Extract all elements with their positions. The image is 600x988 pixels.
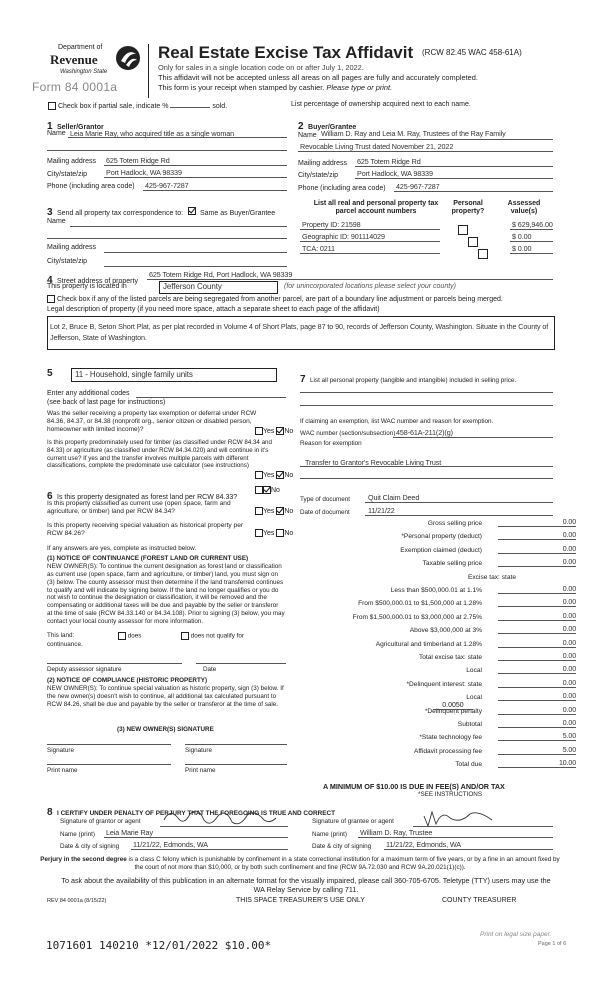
fee-label: Above $3,000,000 at 3% (409, 627, 482, 635)
legal-size-note: Print on legal size paper. (480, 931, 552, 938)
grantor-signature (160, 806, 280, 830)
partial-percent-field[interactable] (170, 107, 210, 108)
exemption-answer (255, 427, 293, 436)
legal-description-value: Lot 2, Bruce B, Seton Short Plat, as per plat recorded in Volume 4 of Short Plats, page 87 to 90, records of Jefferson County, Washington. Situate in the County of Jefferson, State of Washington. (50, 322, 549, 343)
fee-label: Gross selling price (427, 520, 482, 527)
fee-label: Local (466, 694, 482, 702)
historic-text: NEW OWNER(S): To continue special valuation as historic property, sign (3) below. If the new owner(s) doesn't wish to continue, all additional tax calculated pursuant to RCW 84.26, shall be due and payable by the seller or transferor at the time of sale. (47, 685, 284, 708)
land-use-value: 11 - Household, single family units (75, 370, 193, 379)
buyer-city-value[interactable]: Port Hadlock, WA 98339 (357, 169, 433, 178)
buyer-name-label: Name (298, 132, 317, 139)
signature-label-2: Signature (185, 747, 212, 754)
grantee-name-value[interactable]: William D. Ray, Trustee (360, 828, 433, 837)
grantor-name-value[interactable]: Leia Marie Ray (106, 828, 153, 837)
grantor-signature-label: Signature of grantor or agent (60, 818, 141, 825)
forest-no-checkbox[interactable] (263, 486, 271, 494)
personal-property-row (300, 369, 555, 387)
continuance-text: NEW OWNER(S): To continue the current designation as forest land or classification as current use (open space, farm and agriculture, or timber) land, you must sign on (3) below. The county assessor must then determine if the land transferred continues to qualify and will indicate by signing below. If the land no longer qualifies or you do not wish to continue the designation or classification, it will be removed and the compensating or additional taxes will be due and payable by the seller or transferor at the time of sale (RCW 84.33.140 or 84.34.108). Prior to signing (3) below, you may contact your local county assessor for more information. (47, 563, 285, 626)
located-in-label: This property is located in (47, 283, 127, 290)
fee-label: Total due (455, 761, 482, 769)
personal-property-text: List all personal property (tangible and intangible) included in selling price. (310, 377, 517, 384)
personal-property-line-1[interactable] (300, 392, 553, 393)
buyer-name-value-1[interactable]: William D. Ray and Leia M. Ray, Trustees of the Ray Family (321, 129, 506, 138)
forest-yes-checkbox[interactable] (255, 486, 263, 494)
timber-yes-label: Yes (263, 471, 275, 479)
seller-city-label: City/state/zip (47, 171, 88, 178)
buyer-mailing-line (355, 166, 553, 167)
wac-value[interactable]: 458-61A-211(2)(g) (396, 428, 453, 437)
exemption-question: Was the seller receiving a property tax exemption or deferral under RCW 84.36, 84.37, or 84.38 (nonprofit org., senior citizen or disabled person, homeowner with limited income)? (47, 410, 257, 434)
buyer-phone-line (394, 191, 553, 192)
correspondence-city-label: City/state/zip (47, 258, 88, 265)
fee-value[interactable]: 10.00 (498, 760, 576, 768)
exemption-no-label: No (284, 427, 294, 435)
doc-type-label: Type of document (300, 496, 351, 503)
fee-row (332, 734, 578, 747)
wac-line (393, 437, 553, 438)
fee-value[interactable]: 0.00 (498, 599, 576, 607)
header-line-3-text: This form is your receipt when stamped by cashier. (158, 83, 325, 92)
perjury-text: is a class C felony which is punishable by confinement in a state correctional institution for a maximum term of five years, or by a fine in an amount fixed by the court of not more than $10,000, or by both such confinement and fine (RCW 9A.72.030 and RCW 9A.20.021(1)(c)). (128, 856, 560, 871)
new-owner-signature-heading: (3) NEW OWNER(S) SIGNATURE (117, 726, 214, 733)
perjury-bold: Perjury in the second degree (40, 856, 127, 863)
personal-property-checkbox[interactable] (468, 237, 478, 247)
correspondence-name-line[interactable] (70, 226, 287, 227)
county-select-value: Jefferson County (163, 282, 222, 291)
partial-sale-label: Check box if partial sale, indicate % (57, 102, 169, 110)
grantee-signature (420, 806, 500, 830)
buyer-city-label: City/state/zip (298, 172, 339, 179)
fee-value[interactable]: 0.00 (498, 613, 576, 621)
county-note: (for unincorporated locations please select your county) (284, 283, 456, 290)
doc-date-value[interactable]: 11/21/22 (368, 506, 395, 515)
partial-sale-checkbox[interactable] (48, 102, 56, 110)
street-address-label: Street address of property (57, 278, 138, 285)
assessed-value-line (510, 241, 553, 242)
correspondence-name-line-2 (47, 238, 287, 239)
fee-row (332, 574, 578, 587)
assessed-value[interactable]: $ 629,946.00 (512, 220, 553, 229)
reason-line-2 (300, 478, 553, 479)
forest-answer (255, 486, 280, 495)
fee-label: Less than $500,000.01 at 1.1% (390, 587, 482, 594)
buyer-section-number: 2 (298, 121, 304, 132)
page-title: Real Estate Excise Tax Affidavit (158, 43, 414, 62)
fee-row (332, 560, 578, 573)
fee-label: Exemption claimed (deduct) (400, 546, 482, 554)
fee-label: Affidavit processing fee (413, 747, 482, 755)
print-name-label-2: Print name (185, 767, 216, 774)
certify-text: I CERTIFY UNDER PENALTY OF PERJURY THAT THE FOREGOING IS TRUE AND CORRECT (57, 810, 336, 817)
fee-value[interactable]: 0.00 (498, 666, 576, 674)
header-divider (148, 44, 149, 98)
exemption-no-checkbox[interactable] (276, 427, 284, 435)
ownership-note: List percentage of ownership acquired next to each name. (291, 101, 471, 108)
fee-value[interactable]: 0.00 (498, 693, 576, 701)
parcel-number[interactable]: Property ID: 21598 (302, 220, 361, 229)
forest-no-label: No (271, 486, 280, 494)
dept-of-text: Department of (58, 44, 103, 51)
fee-row (332, 547, 578, 560)
same-as-buyer-label: Same as Buyer/Grantee (200, 210, 276, 217)
current-use-question: Is this property classified as current use (open space, farm and agriculture, or timber) land per RCW 84.34? (47, 500, 231, 516)
fee-value[interactable]: 0.00 (498, 720, 576, 728)
fee-value[interactable]: 0.00 (498, 640, 576, 648)
fee-label: Taxable selling price (422, 560, 482, 568)
legal-description-label: Legal description of property (if you need more space, attach a separate sheet to each page of the affidavit) (47, 306, 380, 313)
property-section-number: 4 (47, 275, 53, 286)
header-line-3-emphasis: Please type or print. (326, 83, 393, 92)
deputy-date-line[interactable] (196, 663, 286, 664)
seller-city-value[interactable]: Port Hadlock, WA 98339 (106, 168, 182, 177)
current-use-answer (255, 507, 293, 516)
fee-label: *State technology fee (419, 734, 482, 742)
correspondence-row (47, 202, 275, 220)
fee-row (332, 667, 578, 680)
fee-row (332, 533, 578, 546)
historic-yes-label: Yes (263, 529, 275, 537)
new-owner-signature-line-2[interactable] (185, 744, 287, 745)
does-not-option (181, 632, 244, 641)
see-instructions-note: *SEE INSTRUCTIONS (418, 791, 483, 798)
seller-mailing-line (104, 165, 287, 166)
perjury-notice (40, 856, 560, 872)
exemption-claim-note: If claiming an exemption, list WAC number and reason for exemption. (300, 418, 494, 425)
grantee-signature-label: Signature of grantee or agent (312, 818, 394, 825)
current-use-yes-label: Yes (263, 507, 275, 515)
this-land-row (47, 632, 74, 640)
current-use-no-checkbox[interactable] (276, 507, 284, 515)
revision-label: REV 84 0001a (8/15/22) (47, 898, 107, 904)
print-name-line-1[interactable] (47, 764, 171, 765)
deputy-date-label: Date (203, 666, 217, 673)
fee-row (332, 721, 578, 734)
grantee-name-line (358, 837, 553, 838)
treasurer-use-label: THIS SPACE TREASURER'S USE ONLY (236, 897, 365, 904)
see-back-note: (see back of last page for instructions) (47, 399, 166, 406)
does-not-label: does not qualify for (190, 632, 244, 640)
grantor-date-value[interactable]: 11/21/22, Edmonds, WA (133, 840, 209, 849)
parcel-number[interactable]: Geographic ID: 901114029 (302, 232, 385, 241)
section-6-number: 6 (47, 491, 53, 502)
print-name-label-1: Print name (47, 767, 78, 774)
seller-name-label: Name (47, 130, 66, 137)
fee-row (332, 641, 578, 654)
print-name-line-2[interactable] (185, 764, 287, 765)
assessed-value[interactable]: $ 0.00 (512, 244, 532, 253)
fee-row (332, 654, 578, 667)
land-use-section-number: 5 (47, 368, 53, 379)
county-treasurer-label: COUNTY TREASURER (442, 897, 517, 904)
partial-sold-text: sold. (212, 102, 228, 110)
doc-type-value[interactable]: Quit Claim Deed (368, 493, 420, 502)
wac-label: WAC number (section/subsection) (300, 430, 396, 437)
reason-value[interactable]: Transfer to Grantor's Revocable Living Trust (305, 458, 442, 467)
recording-stamp: 1071601 140210 *12/01/2022 $10.00* (46, 939, 272, 952)
assessed-value[interactable]: $ 0.00 (512, 232, 532, 241)
section-8-number: 8 (47, 807, 53, 818)
grantee-date-line (384, 849, 553, 850)
fee-label: Agricultural and timberland at 1.28% (375, 640, 482, 648)
local-rate-value[interactable]: 0.0050 (433, 702, 473, 710)
correspondence-section-number: 3 (47, 207, 53, 218)
current-use-no-label: No (284, 507, 294, 515)
fee-value[interactable]: 0.00 (498, 707, 576, 715)
fee-value[interactable]: 0.00 (498, 680, 576, 688)
personal-property-checkbox[interactable] (458, 225, 468, 235)
timber-no-label: No (284, 471, 294, 479)
reason-label: Reason for exemption (300, 440, 362, 447)
does-not-checkbox[interactable] (181, 632, 189, 640)
assessed-value-line (510, 253, 553, 254)
fee-value[interactable]: 0.00 (498, 586, 576, 594)
reason-line-1 (300, 466, 553, 467)
historic-heading: (2) NOTICE OF COMPLIANCE (HISTORIC PROPERTY) (47, 677, 208, 684)
does-label: does (127, 632, 142, 640)
buyer-phone-value[interactable]: 425-967-7287 (396, 182, 440, 191)
availability-notice: To ask about the availability of this publication in an alternate format for the visually impaired, please call 360-705-6705. Teletype (TTY) users may use the WA Relay Service by calling 711. (61, 876, 551, 894)
exemption-yes-label: Yes (263, 427, 275, 435)
grantor-date-label: Date & city of signing (60, 843, 120, 850)
revenue-wordmark: Revenue (50, 52, 98, 67)
land-use-select[interactable] (71, 368, 277, 382)
grantor-name-label: Name (print) (60, 831, 95, 838)
same-as-buyer-checkbox[interactable] (188, 207, 196, 215)
fee-row (332, 748, 578, 761)
new-owner-signature-line-1[interactable] (47, 744, 171, 745)
historic-yes-checkbox[interactable] (255, 529, 263, 537)
timber-question: Is this property predominately used for timber (as classified under RCW 84.34 and 84.33) or agriculture (as classified under RCW 84.34.020) and will continue in it's current use? If yes and the transfer involves multiple parcels with different classifications, complete the predominate use calculator (see instructions) (47, 439, 272, 470)
assessed-value-line (510, 229, 553, 230)
does-option (118, 632, 141, 641)
seller-section-number: 1 (47, 121, 53, 132)
fee-row (332, 520, 578, 533)
buyer-phone-label: Phone (including area code) (298, 185, 386, 192)
fee-value[interactable]: 5.00 (498, 747, 576, 755)
timber-no-checkbox[interactable] (276, 471, 284, 479)
historic-question: Is this property receiving special valuation as historical property per RCW 84.26? (47, 522, 244, 538)
fee-value[interactable]: 0.00 (498, 559, 576, 567)
continuance-label: continuance. (47, 641, 83, 648)
buyer-name-line (319, 139, 553, 140)
personal-property-col-header: Personal property? (451, 200, 485, 216)
street-address-line (147, 279, 553, 280)
this-land-label: This land: (47, 632, 75, 639)
fee-row (332, 614, 578, 627)
exemption-yes-checkbox[interactable] (255, 427, 263, 435)
fee-value[interactable]: 5.00 (498, 733, 576, 741)
legal-description-box[interactable] (47, 316, 555, 350)
fee-value[interactable]: 0.00 (498, 546, 576, 554)
seller-name-line-2 (47, 150, 287, 151)
grantee-date-value[interactable]: 11/21/22, Edmonds, WA (386, 840, 462, 849)
street-address-value[interactable]: 625 Totem Ridge Rd, Port Hadlock, WA 98339 (149, 270, 293, 279)
segregated-row (47, 295, 503, 304)
signature-label-1: Signature (47, 747, 74, 754)
additional-codes-line[interactable] (136, 397, 286, 398)
buyer-heading-text: Buyer/Grantee (308, 124, 357, 131)
revenue-logo (30, 44, 142, 100)
seller-mailing-value[interactable]: 625 Totem Ridge Rd (106, 156, 170, 165)
fee-value[interactable]: 0.00 (498, 626, 576, 634)
fee-row (332, 761, 578, 774)
rcw-reference: (RCW 82.45 WAC 458-61A) (422, 48, 522, 57)
forest-question-text: Is this property designated as forest land per RCW 84.33? (57, 494, 238, 501)
fee-value[interactable]: 0.00 (498, 532, 576, 540)
continuance-heading: (1) NOTICE OF CONTINUANCE (FOREST LAND OR CURRENT USE) (47, 555, 249, 562)
buyer-mailing-label: Mailing address (298, 160, 348, 167)
header-line-1: Only for sales in a single location code on or after July 1, 2022. (158, 63, 364, 72)
seller-name-line (68, 137, 287, 138)
historic-no-checkbox[interactable] (276, 529, 284, 537)
page-number: Page 1 of 6 (538, 941, 567, 947)
fee-label: From $500,000.01 to $1,500,000 at 1.28% (358, 600, 482, 608)
fee-label: *Delinquent interest: state (406, 680, 482, 688)
deputy-signature-line[interactable] (47, 663, 182, 664)
timber-answer (255, 471, 293, 480)
grantee-date-label: Date & city of signing (312, 843, 372, 850)
fee-value[interactable]: 0.00 (498, 653, 576, 661)
parcel-line (300, 229, 440, 230)
doc-date-label: Date of document (300, 509, 350, 516)
revenue-swirl-icon (114, 44, 142, 72)
seller-phone-label: Phone (including area code) (47, 183, 135, 190)
fee-label: Total excise tax: state (418, 654, 482, 661)
buyer-mailing-value[interactable]: 625 Totem Ridge Rd (357, 157, 421, 166)
doc-type-line (365, 502, 553, 503)
header-line-2: This affidavit will not be accepted unless all areas on all pages are fully and accurately completed. (158, 73, 478, 82)
historic-answer (255, 529, 293, 538)
parcel-col-header: List all real and personal property tax parcel account numbers (313, 200, 439, 216)
form-number: Form 84 0001a (32, 80, 118, 94)
timber-yes-checkbox[interactable] (255, 471, 263, 479)
fee-label: Subtotal (457, 721, 482, 728)
grantor-date-line (131, 849, 288, 850)
correspondence-text: Send all property tax correspondence to: (57, 210, 184, 217)
seller-city-line (104, 177, 287, 178)
seller-mailing-label: Mailing address (47, 158, 97, 165)
personal-property-checkbox[interactable] (478, 249, 488, 259)
correspondence-mailing-label: Mailing address (47, 244, 97, 251)
buyer-name-value-2[interactable]: Revocable Living Trust dated November 21, 2022 (300, 142, 454, 151)
correspondence-name-label: Name (47, 218, 66, 225)
section-7-number: 7 (300, 374, 306, 385)
fee-row (332, 627, 578, 640)
additional-codes-label: Enter any additional codes (47, 390, 130, 397)
fee-label: *Delinquent penalty (424, 707, 482, 715)
fee-row (332, 587, 578, 600)
grantee-name-label: Name (print) (312, 831, 347, 838)
fee-value[interactable]: 0.00 (498, 519, 576, 527)
if-yes-note: If any answers are yes, complete as instructed below. (47, 545, 197, 552)
washington-state-text: Washington State (60, 69, 108, 75)
deputy-signature-label: Deputy assessor signature (47, 666, 122, 673)
partial-sale-row (48, 102, 227, 111)
fee-label: Excise tax: state (467, 573, 516, 581)
fee-label: From $1,500,000.01 to $3,000,000 at 2.75% (352, 613, 482, 621)
parcel-line (300, 253, 440, 254)
buyer-city-line (355, 178, 553, 179)
seller-heading-text: Seller/Grantor (57, 124, 104, 131)
correspondence-mailing-line[interactable] (104, 252, 287, 253)
doc-date-line (365, 515, 553, 516)
current-use-yes-checkbox[interactable] (255, 507, 263, 515)
personal-property-line-2[interactable] (300, 405, 553, 406)
does-checkbox[interactable] (118, 632, 126, 640)
seller-phone-line (143, 190, 287, 191)
assessed-value-col-header: Assessed value(s) (507, 200, 541, 216)
minimum-due-note: A MINIMUM OF $10.00 IS DUE IN FEE(S) AND/OR TAX (323, 782, 505, 791)
parcel-line (300, 241, 440, 242)
correspondence-city-line[interactable] (104, 266, 287, 267)
seller-name-value[interactable]: Leia Marie Ray, who acquired title as a single woman (70, 129, 235, 138)
historic-no-label: No (284, 529, 294, 537)
header-line-3 (158, 83, 392, 92)
parcel-number[interactable]: TCA: 0211 (302, 244, 335, 253)
county-select[interactable] (159, 281, 278, 294)
buyer-name-line-2 (298, 151, 553, 152)
segregated-checkbox[interactable] (47, 295, 55, 303)
fee-row (332, 681, 578, 694)
fee-row (332, 600, 578, 613)
fee-label: *Personal property (deduct) (401, 533, 482, 541)
segregated-label: Check box if any of the listed parcels are being segregated from another parcel, are part of a boundary line adjustment or parcels being merged. (56, 295, 503, 303)
grantor-name-line (104, 837, 288, 838)
fee-label: Local (466, 667, 482, 675)
seller-phone-value[interactable]: 425-967-7287 (145, 181, 189, 190)
